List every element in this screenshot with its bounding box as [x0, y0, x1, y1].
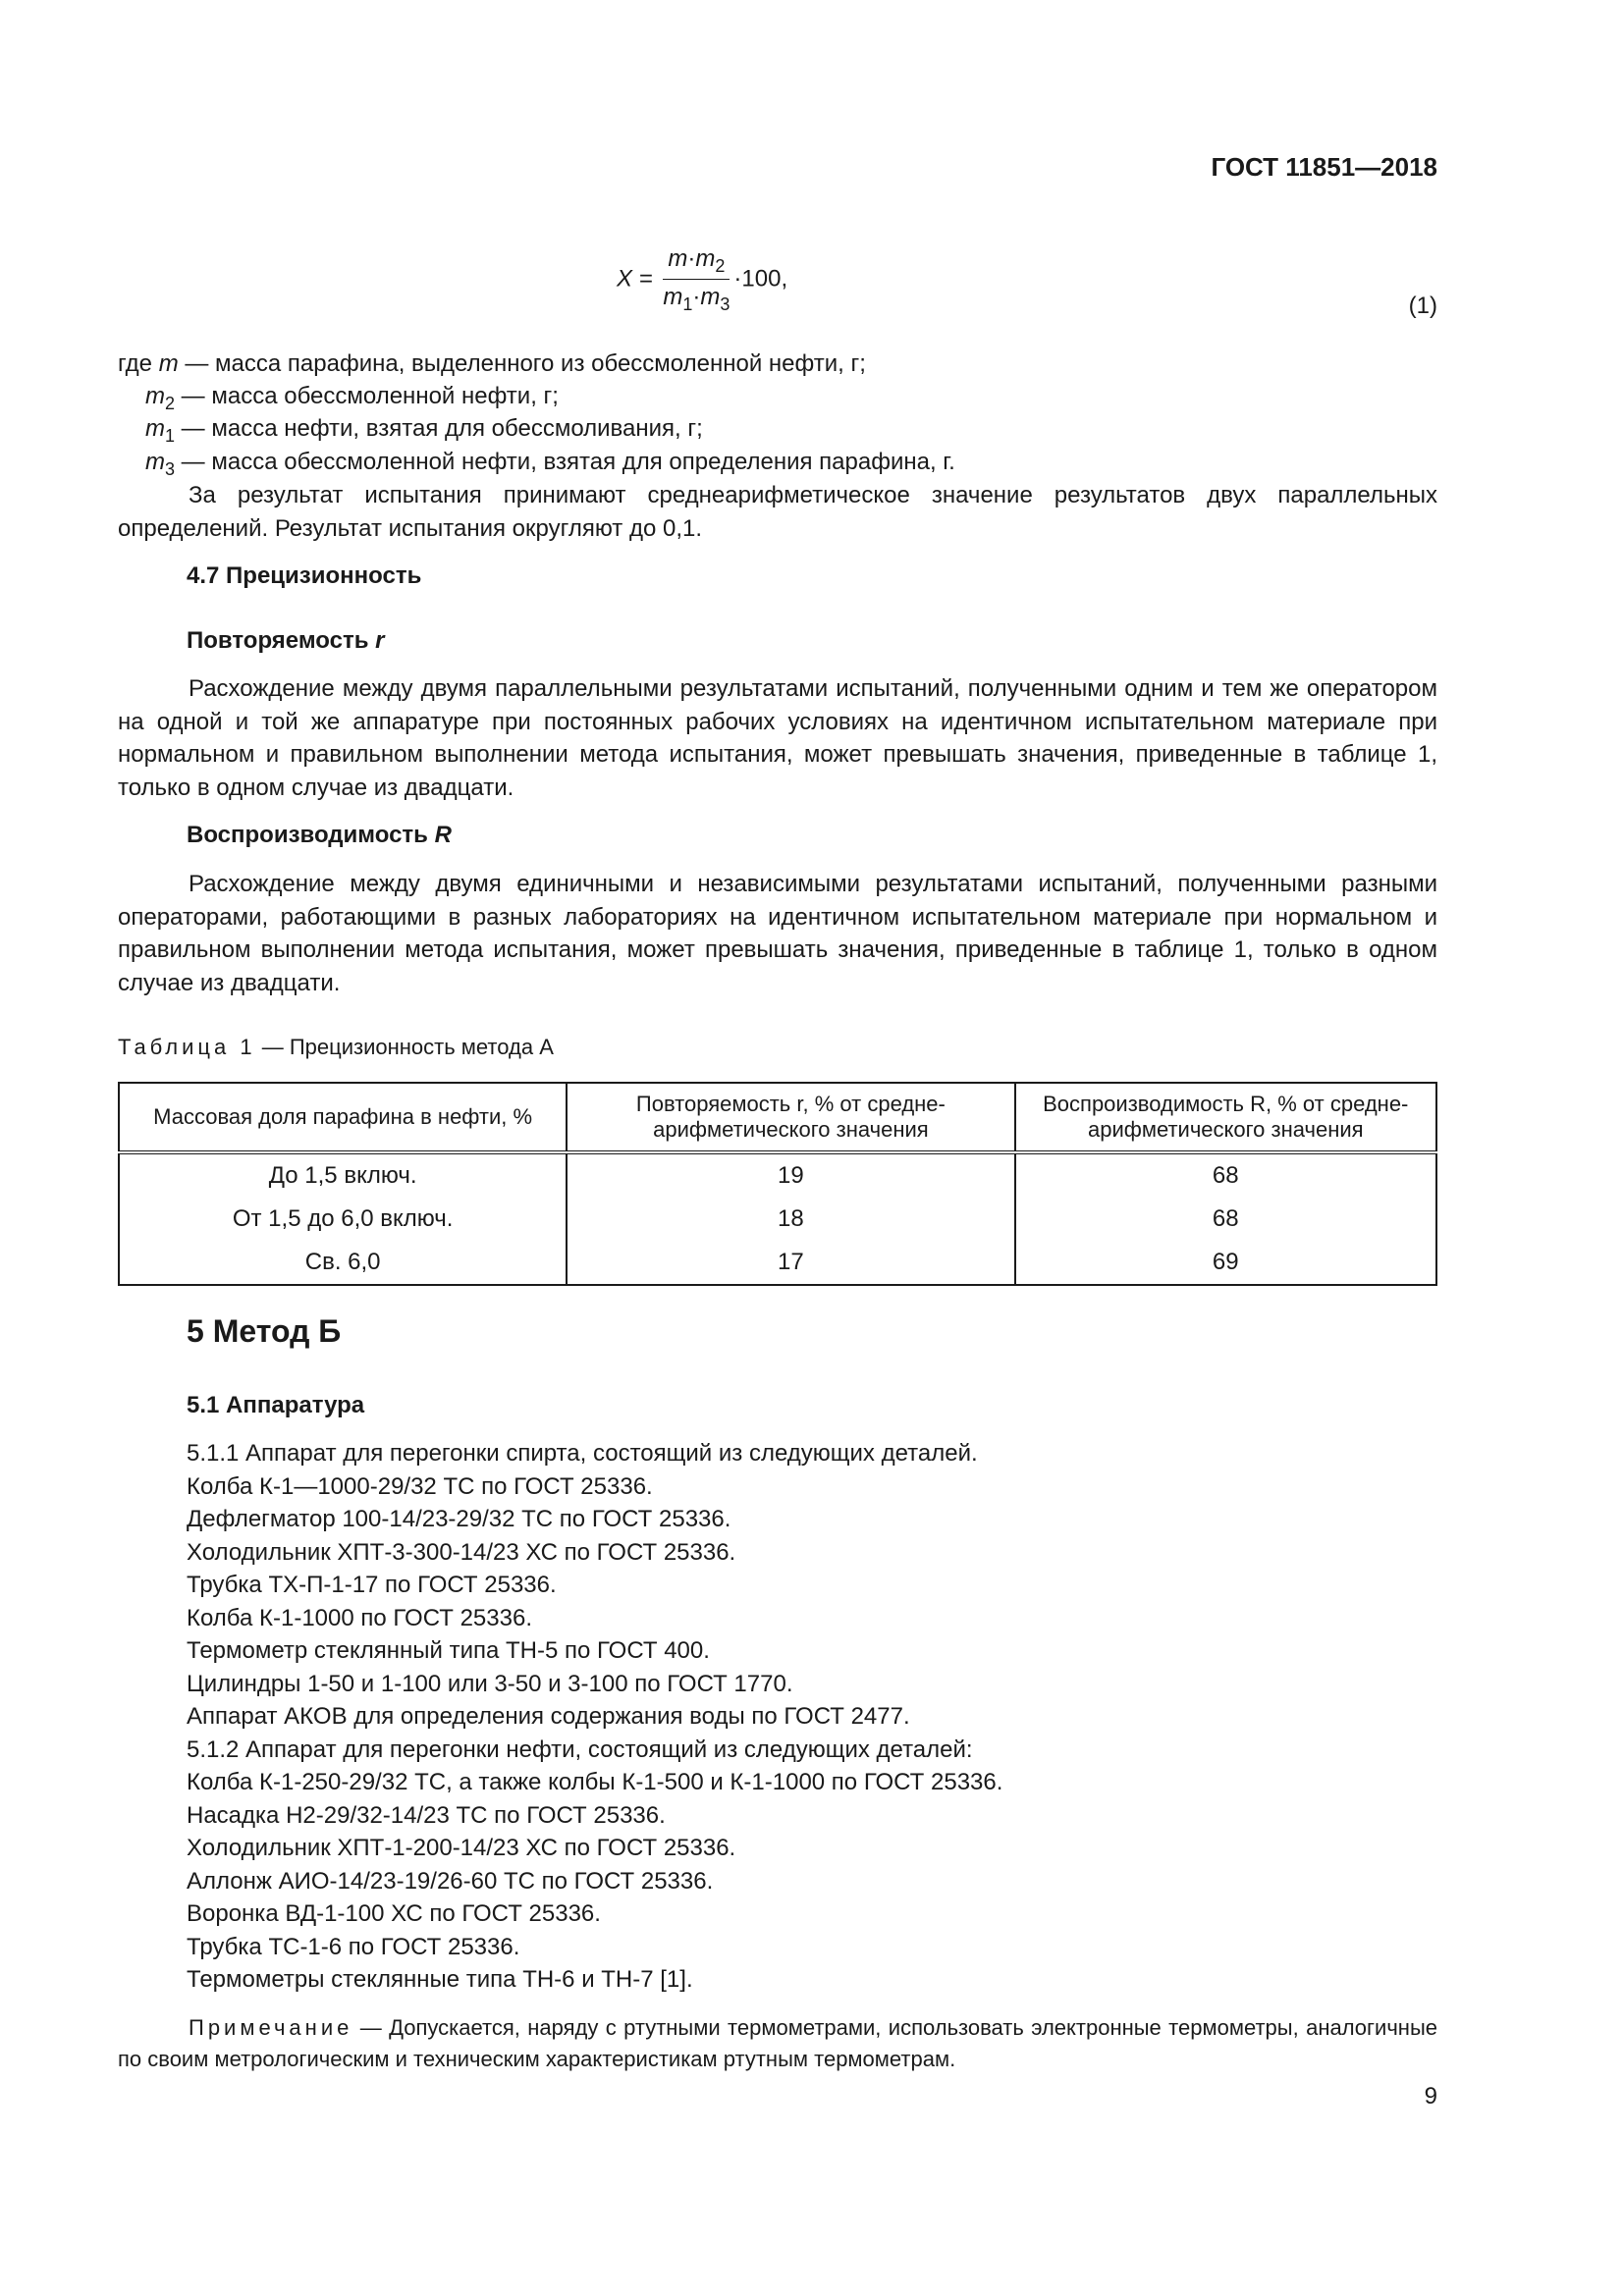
where-symbol: m	[145, 415, 165, 442]
sub: 3	[720, 294, 730, 314]
apparatus-item: Воронка ВД-1-100 ХС по ГОСТ 25336.	[187, 1900, 601, 1927]
title-text: Повторяемость	[187, 627, 376, 654]
table-cell: Св. 6,0	[119, 1241, 567, 1285]
document-header: ГОСТ 11851—2018	[1211, 152, 1437, 182]
caption-text: — Прецизионность метода А	[255, 1035, 554, 1059]
apparatus-item: 5.1.2 Аппарат для перегонки нефти, состоящий из следующих деталей:	[187, 1735, 973, 1763]
apparatus-item: Термометры стеклянные типа ТН-6 и ТН-7 [1].	[187, 1966, 693, 1993]
repeatability-paragraph: Расхождение между двумя параллельными результатами испытаний, полученными одним и тем же оператором на одной и той же аппаратуре при постоянных рабочих условиях на идентичном испытательном материале при нормальном и правильном выполнении метода испытания, может превышать значения, приведенные в таблице 1, только в одном случае из двадцати.	[118, 675, 1437, 801]
formula	[617, 245, 787, 315]
table-header-row	[119, 1083, 1436, 1152]
title-symbol: r	[375, 627, 385, 654]
repeatability-title	[187, 624, 1506, 657]
result-paragraph: За результат испытания принимают среднеарифметическое значение результатов двух параллельных определений. Результат испытания округляют до 0,1.	[118, 482, 1437, 542]
where-text: — масса нефти, взятая для обессмоливания, г;	[175, 415, 703, 442]
table-row	[119, 1152, 1436, 1198]
formula-denominator	[663, 280, 730, 315]
sub: 2	[715, 255, 726, 276]
dot: ·	[687, 245, 696, 272]
apparatus-item: Колба К-1—1000-29/32 ТС по ГОСТ 25336.	[187, 1472, 653, 1500]
where-symbol: m	[145, 449, 165, 475]
note-label: Примечание	[189, 2015, 353, 2040]
caption-label: Таблица 1	[118, 1035, 256, 1059]
table-cell: От 1,5 до 6,0 включ.	[119, 1198, 567, 1241]
where-line	[118, 347, 1437, 380]
table-cell: 19	[567, 1152, 1014, 1198]
title-text: Воспроизводимость	[187, 822, 435, 848]
reproducibility-paragraph: Расхождение между двумя единичными и независимыми результатами испытаний, полученными разными операторами, работающими в разных лабораториях на идентичном испытательном материале при нормальном и правильном выполнении метода испытания, может превышать значения, приведенные в таблице 1, только в одном случае из двадцати.	[118, 871, 1437, 996]
table-cell: 17	[567, 1241, 1014, 1285]
note-text: — Допускается, наряду с ртутными термометрами, использовать электронные термометры, аналогичные по своим метрологическим и техническим характеристикам ртутным термометрам.	[118, 2015, 1437, 2071]
sym: m	[695, 245, 716, 272]
section-5-title: 5 Метод Б	[187, 1313, 342, 1349]
precision-table	[118, 1082, 1437, 1286]
where-sub: 3	[165, 458, 176, 479]
where-text: — масса обессмоленной нефти, г;	[175, 383, 559, 409]
where-prefix: где	[118, 350, 159, 377]
where-text: — масса парафина, выделенного из обессмоленной нефти, г;	[178, 350, 866, 377]
reproducibility-title	[187, 819, 1506, 851]
apparatus-item: Аллонж АИО-14/23-19/26-60 ТС по ГОСТ 25336.	[187, 1867, 714, 1895]
formula-tail: ·100,	[733, 265, 788, 293]
apparatus-item: Цилиндры 1-50 и 1-100 или 3-50 и 3-100 по ГОСТ 1770.	[187, 1670, 793, 1697]
section-4-7-title: 4.7 Прецизионность	[187, 562, 422, 589]
equation-number: (1)	[1408, 293, 1437, 319]
apparatus-item: Трубка ТС-1-6 по ГОСТ 25336.	[187, 1933, 520, 1960]
table-row	[119, 1198, 1436, 1241]
where-text: — масса обессмоленной нефти, взятая для определения парафина, г.	[175, 449, 955, 475]
apparatus-item: Термометр стеклянный типа ТН-5 по ГОСТ 400.	[187, 1637, 710, 1664]
formula-fraction	[663, 245, 730, 315]
table-cell: 18	[567, 1198, 1014, 1241]
table-row	[119, 1241, 1436, 1285]
table-cell: До 1,5 включ.	[119, 1152, 567, 1198]
title-symbol: R	[434, 822, 452, 848]
apparatus-item: Колба К-1-1000 по ГОСТ 25336.	[187, 1604, 532, 1631]
note	[118, 2012, 1437, 2075]
sym: m	[700, 283, 721, 310]
table-caption	[118, 1031, 1437, 1063]
apparatus-item: Холодильник ХПТ-1-200-14/23 ХС по ГОСТ 25336.	[187, 1835, 736, 1861]
apparatus-list	[187, 1437, 1002, 1997]
apparatus-item: Колба К-1-250-29/32 ТС, а также колбы К-1-500 и К-1-1000 по ГОСТ 25336.	[187, 1769, 1003, 1795]
table-header: Повторяемость r, % от средне-арифметического значения	[567, 1083, 1014, 1152]
apparatus-item: Аппарат АКОВ для определения содержания воды по ГОСТ 2477.	[187, 1703, 910, 1730]
sub: 1	[682, 294, 693, 314]
formula-lhs: X =	[617, 265, 653, 293]
apparatus-item: Холодильник ХПТ-3-300-14/23 ХС по ГОСТ 25336.	[187, 1538, 736, 1566]
where-symbol: m	[145, 383, 165, 409]
dot: ·	[692, 283, 701, 310]
apparatus-item: Трубка ТХ-П-1-17 по ГОСТ 25336.	[187, 1572, 557, 1598]
table-cell: 69	[1015, 1241, 1436, 1285]
where-sub: 2	[165, 393, 176, 413]
sym: m	[668, 245, 688, 272]
table-cell: 68	[1015, 1152, 1436, 1198]
section-5-1-title: 5.1 Аппаратура	[187, 1392, 365, 1418]
where-sub: 1	[165, 425, 176, 446]
table-header: Воспроизводимость R, % от средне-арифметического значения	[1015, 1083, 1436, 1152]
table-cell: 68	[1015, 1198, 1436, 1241]
where-symbol: m	[158, 350, 179, 377]
apparatus-item: Дефлегматор 100-14/23-29/32 ТС по ГОСТ 25336.	[187, 1506, 731, 1532]
table-header: Массовая доля парафина в нефти, %	[119, 1083, 567, 1152]
formula-numerator	[663, 245, 730, 280]
apparatus-item: 5.1.1 Аппарат для перегонки спирта, состоящий из следующих деталей.	[187, 1440, 978, 1467]
sym: m	[663, 283, 683, 310]
apparatus-item: Насадка Н2-29/32-14/23 ТС по ГОСТ 25336.	[187, 1801, 666, 1829]
page-number: 9	[1424, 2083, 1437, 2109]
